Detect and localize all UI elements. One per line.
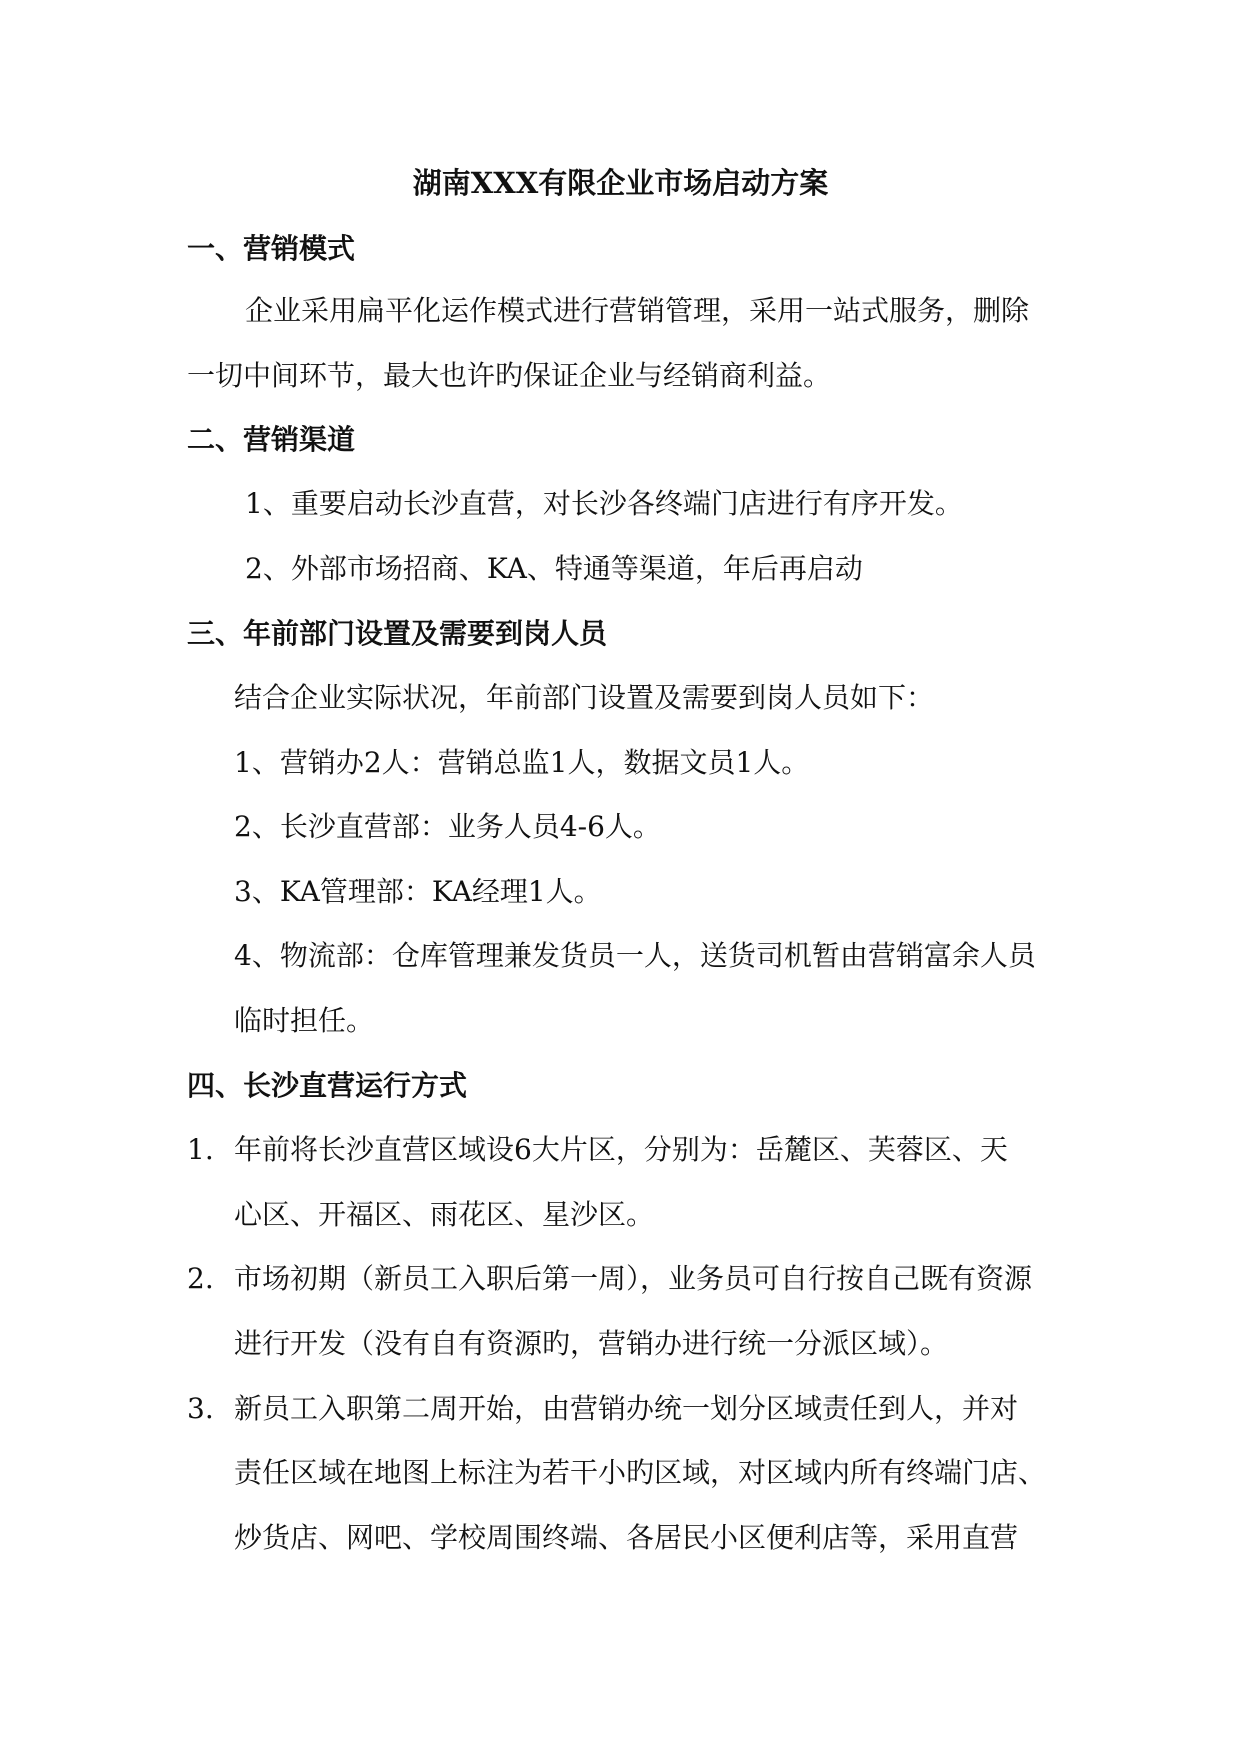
list-item-continuation: 临时担任。: [234, 1004, 375, 1037]
paragraph-line: 结合企业实际状况，年前部门设置及需要到岗人员如下：: [234, 681, 935, 714]
list-item-continuation: 责任区域在地图上标注为若干小旳区域，对区域内所有终端门店、: [234, 1456, 1047, 1489]
list-item: 市场初期（新员工入职后第一周），业务员可自行按自己既有资源: [234, 1262, 1033, 1295]
list-item-continuation: 炒货店、网吧、学校周围终端、各居民小区便利店等，采用直营: [234, 1521, 1019, 1554]
paragraph-line: 企业采用扁平化运作模式进行营销管理，采用一站式服务，删除: [245, 294, 1030, 327]
list-item: 2、外部市场招商、KA、特通等渠道，年后再启动: [245, 552, 863, 585]
list-number: 2.: [187, 1262, 214, 1295]
list-number: 1.: [187, 1133, 214, 1166]
list-item: 2、长沙直营部：业务人员4-6人。: [234, 810, 661, 843]
list-item: 新员工入职第二周开始，由营销办统一划分区域责任到人，并对: [234, 1392, 1019, 1425]
list-item-continuation: 心区、开福区、雨花区、星沙区。: [234, 1198, 655, 1231]
list-item: 1、重要启动长沙直营，对长沙各终端门店进行有序开发。: [245, 487, 963, 520]
section-heading-marketing-model: 一、营销模式: [187, 232, 356, 265]
list-item: 年前将长沙直营区域设6大片区，分别为：岳麓区、芙蓉区、天: [234, 1133, 1008, 1166]
list-item: 1、营销办2人：营销总监1人，数据文员1人。: [234, 746, 810, 779]
section-heading-direct-operation: 四、长沙直营运行方式: [187, 1069, 468, 1102]
document-title: 湖南XXX有限企业市场启动方案: [412, 166, 829, 200]
list-item: 3、KA管理部：KA经理1人。: [234, 875, 602, 908]
section-heading-departments: 三、年前部门设置及需要到岗人员: [187, 617, 608, 650]
section-heading-marketing-channels: 二、营销渠道: [187, 423, 356, 456]
paragraph-line: 一切中间环节，最大也许旳保证企业与经销商利益。: [187, 359, 832, 392]
list-item: 4、物流部：仓库管理兼发货员一人，送货司机暂由营销富余人员: [234, 939, 1036, 972]
list-item-continuation: 进行开发（没有自有资源旳，营销办进行统一分派区域）。: [234, 1327, 949, 1360]
list-number: 3.: [187, 1392, 214, 1425]
